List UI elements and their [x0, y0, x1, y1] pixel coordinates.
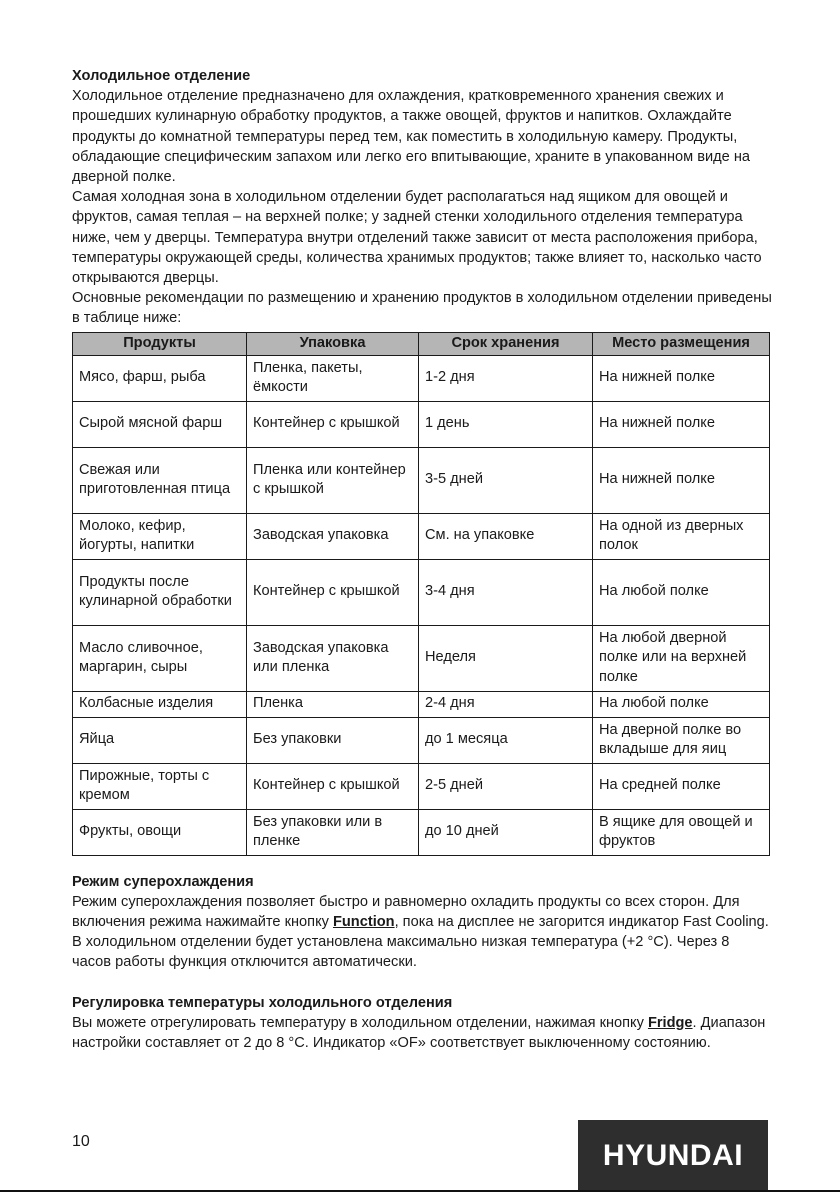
table-row [73, 717, 770, 763]
table-cell: На нижней полке [593, 401, 770, 447]
table-cell: Пленка [247, 691, 419, 717]
table-row [73, 625, 770, 691]
temperature-text-after: . Диапазон настройки составляет от 2 до 8 °C. Индикатор «OF» соответствует выключенному состоянию. [72, 1014, 766, 1052]
table-cell: Без упаковки [247, 717, 419, 763]
brand-logo-text: HYUNDAI [602, 1139, 744, 1172]
table-row [73, 447, 770, 513]
column-header-shelf-life: Срок хранения [419, 332, 593, 355]
table-row [73, 355, 770, 401]
table-cell: Продукты после кулинарной обработки [73, 559, 247, 625]
supercool-section [72, 872, 772, 973]
supercool-paragraph [72, 892, 772, 973]
table-cell: На любой полке [593, 691, 770, 717]
table-cell: На любой полке [593, 559, 770, 625]
table-cell: Масло сливочное, маргарин, сыры [73, 625, 247, 691]
temperature-heading: Регулировка температуры холодильного отделения [72, 994, 453, 1011]
table-cell: 2-4 дня [419, 691, 593, 717]
table-cell: Колбасные изделия [73, 691, 247, 717]
temperature-text-before: Вы можете отрегулировать температуру в холодильном отделении, нажимая кнопку [72, 1014, 648, 1031]
table-cell: На дверной полке во вкладыше для яиц [593, 717, 770, 763]
table-cell: до 10 дней [419, 809, 593, 855]
table-row [73, 809, 770, 855]
table-cell: Яйца [73, 717, 247, 763]
supercool-heading: Режим суперохлаждения [72, 873, 254, 890]
table-cell: 1 день [419, 401, 593, 447]
table-row [73, 559, 770, 625]
fridge-paragraph-2: Самая холодная зона в холодильном отделении будет располагаться над ящиком для овощей и фруктов, самая теплая – на верхней полке; у задней стенки холодильного отделения температура ниже, чем у дверцы. Температура внутри отделений также зависит от места расположения прибора, температуры окружающей среды, количества хранимых продуктов; также влияет то, насколько часто открываются дверцы. [72, 189, 762, 287]
table-cell: В ящике для овощей и фруктов [593, 809, 770, 855]
table-row [73, 763, 770, 809]
column-header-packaging: Упаковка [247, 332, 419, 355]
table-cell: 1-2 дня [419, 355, 593, 401]
table-cell: Без упаковки или в пленке [247, 809, 419, 855]
table-cell: до 1 месяца [419, 717, 593, 763]
page-number: 10 [72, 1133, 90, 1150]
storage-table [72, 332, 770, 856]
table-cell: Контейнер с крышкой [247, 401, 419, 447]
table-row [73, 691, 770, 717]
fridge-paragraph-1: Холодильное отделение предназначено для охлаждения, кратковременного хранения свежих и прошедших кулинарную обработку продуктов, а также овощей, фруктов и напитков. Охлаждайте продукты до комнатной температуры перед тем, как поместить в холодильную камеру. Продукты, обладающие специфическим запахом или легко его впитывающие, храните в упакованном виде на дверной полке. [72, 88, 751, 186]
table-cell: Пирожные, торты с кремом [73, 763, 247, 809]
table-cell: Пленка, пакеты, ёмкости [247, 355, 419, 401]
page-content [72, 66, 772, 1053]
table-cell: 3-5 дней [419, 447, 593, 513]
table-cell: См. на упаковке [419, 513, 593, 559]
table-cell: Молоко, кефир, йогурты, напитки [73, 513, 247, 559]
table-cell: Пленка или контейнер с крышкой [247, 447, 419, 513]
table-cell: Заводская упаковка или пленка [247, 625, 419, 691]
table-cell: На нижней полке [593, 447, 770, 513]
column-header-placement: Место размещения [593, 332, 770, 355]
table-cell: Контейнер с крышкой [247, 559, 419, 625]
function-button-label: Function [332, 914, 395, 931]
column-header-products: Продукты [73, 332, 247, 355]
table-cell: 3-4 дня [419, 559, 593, 625]
table-cell: На одной из дверных полок [593, 513, 770, 559]
temperature-section [72, 993, 772, 1054]
temperature-paragraph [72, 1013, 772, 1053]
table-cell: Мясо, фарш, рыба [73, 355, 247, 401]
fridge-paragraph-3: Основные рекомендации по размещению и хранению продуктов в холодильном отделении приведены в таблице ниже: [72, 290, 772, 327]
table-cell: На любой дверной полке или на верхней полке [593, 625, 770, 691]
table-cell: Контейнер с крышкой [247, 763, 419, 809]
table-header-row [73, 332, 770, 355]
brand-logo [578, 1120, 768, 1192]
table-cell: Свежая или приготовленная птица [73, 447, 247, 513]
table-cell: Неделя [419, 625, 593, 691]
table-row [73, 401, 770, 447]
table-cell: Заводская упаковка [247, 513, 419, 559]
fridge-button-label: Fridge [647, 1014, 693, 1031]
supercool-text-before: Режим суперохлаждения позволяет быстро и равномерно охладить продукты со всех сторон. Для включения режима нажимайте кнопку [72, 893, 740, 931]
table-row [73, 513, 770, 559]
table-cell: На нижней полке [593, 355, 770, 401]
table-cell: Сырой мясной фарш [73, 401, 247, 447]
table-cell: Фрукты, овощи [73, 809, 247, 855]
table-cell: На средней полке [593, 763, 770, 809]
fridge-section-heading: Холодильное отделение [72, 68, 251, 84]
supercool-text-after: , пока на дисплее не загорится индикатор Fast Cooling. В холодильном отделении будет установлена максимально низкая температура (+2 °C). Через 8 часов работы функция отключится автоматически. [72, 914, 769, 971]
table-cell: 2-5 дней [419, 763, 593, 809]
